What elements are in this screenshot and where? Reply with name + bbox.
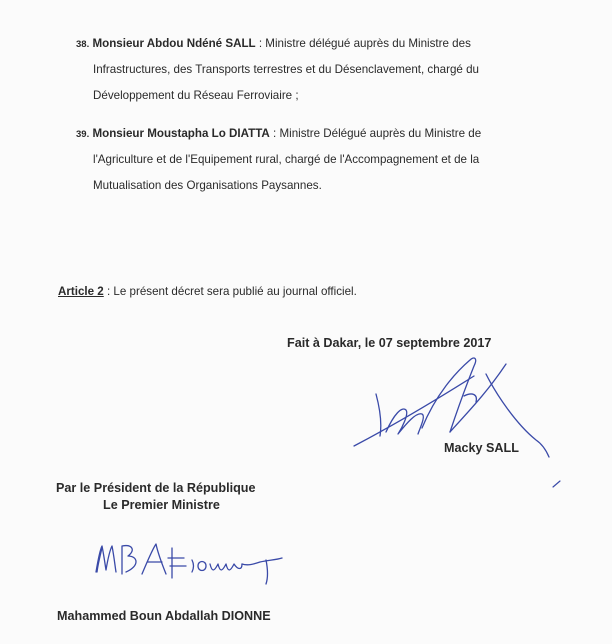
item-text: Mutualisation des Organisations Paysannes.	[93, 179, 322, 192]
list-item	[76, 34, 576, 112]
countersign-block	[56, 480, 316, 514]
minister-name: Monsieur Moustapha Lo DIATTA	[92, 127, 270, 140]
countersign-line: Par le Président de la République	[56, 481, 256, 495]
item-first-line	[76, 124, 576, 150]
item-text: Infrastructures, des Transports terrestres et du Désenclavement, chargé du	[93, 63, 479, 76]
item-number: 39.	[76, 129, 90, 140]
prime-minister-signature	[92, 538, 292, 586]
minister-name: Monsieur Abdou Ndéné SALL	[92, 37, 256, 50]
article-2	[58, 285, 357, 298]
place-date: Fait à Dakar, le 07 septembre 2017	[287, 336, 492, 350]
article-text: : Le présent décret sera publié au journal officiel.	[103, 285, 357, 298]
item-first-line	[76, 34, 576, 60]
article-label: Article 2	[58, 285, 104, 298]
pen-mark	[551, 478, 563, 490]
item-number: 38.	[76, 39, 90, 50]
prime-minister-name: Mahammed Boun Abdallah DIONNE	[57, 609, 271, 623]
item-text: : Ministre délégué auprès du Ministre des	[255, 37, 471, 50]
item-text: Développement du Réseau Ferroviaire ;	[93, 89, 299, 102]
item-text: l'Agriculture et de l'Equipement rural, chargé de l'Accompagnement et de la	[93, 153, 480, 166]
list-item	[76, 124, 576, 202]
president-name: Macky SALL	[444, 441, 519, 455]
item-text: : Ministre Délégué auprès du Ministre de	[269, 127, 482, 140]
countersign-title: Le Premier Ministre	[103, 498, 220, 512]
